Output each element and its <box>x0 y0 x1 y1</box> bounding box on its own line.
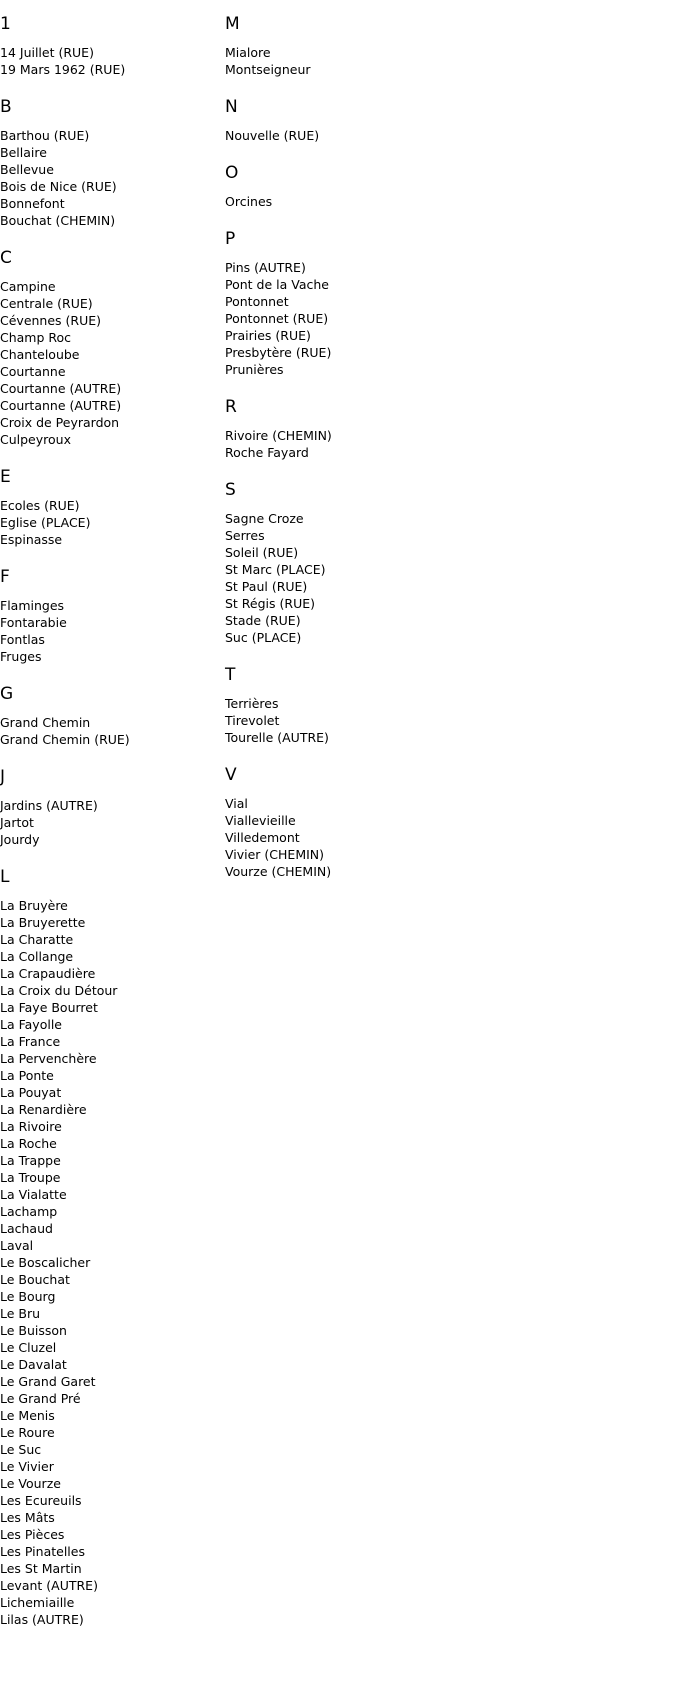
street-link[interactable]: Orcines <box>225 194 273 209</box>
street-link[interactable]: 19 Mars 1962 (RUE) <box>0 62 126 77</box>
street-link[interactable]: La Renardière <box>0 1102 87 1117</box>
street-link[interactable]: La Pervenchère <box>0 1051 97 1066</box>
street-list <box>0 127 215 229</box>
street-list <box>0 897 215 1628</box>
street-link[interactable]: Chanteloube <box>0 347 80 362</box>
letter-heading: G <box>0 684 14 704</box>
street-list <box>225 695 440 746</box>
street-link[interactable]: 14 Juillet (RUE) <box>0 45 94 60</box>
letter-section <box>225 765 440 880</box>
street-link[interactable]: Bellaire <box>0 145 47 160</box>
street-list <box>225 44 440 78</box>
letter-heading: F <box>0 567 10 587</box>
street-link[interactable]: La Fayolle <box>0 1017 62 1032</box>
letter-section <box>225 163 440 210</box>
street-link[interactable]: Courtanne (AUTRE) <box>0 398 122 413</box>
street-link[interactable]: Eglise (PLACE) <box>0 515 91 530</box>
street-list <box>0 497 215 548</box>
street-link[interactable]: St Marc (PLACE) <box>225 562 326 577</box>
street-list <box>0 597 215 665</box>
letter-heading: S <box>225 480 236 500</box>
street-link[interactable]: Bois de Nice (RUE) <box>0 179 117 194</box>
street-link[interactable]: Soleil (RUE) <box>225 545 299 560</box>
street-link[interactable]: Le Cluzel <box>0 1340 57 1355</box>
street-link[interactable]: Le Vivier <box>0 1459 54 1474</box>
street-link[interactable]: Lachamp <box>0 1204 58 1219</box>
street-link[interactable]: Grand Chemin <box>0 715 91 730</box>
letter-section <box>225 397 440 461</box>
street-link[interactable]: Pins (AUTRE) <box>225 260 306 275</box>
letter-section <box>0 97 215 229</box>
street-list <box>0 797 215 848</box>
street-list <box>225 795 440 880</box>
street-link[interactable]: La Pouyat <box>0 1085 62 1100</box>
street-link[interactable]: La Charatte <box>0 932 74 947</box>
street-link[interactable]: Vourze (CHEMIN) <box>225 864 332 879</box>
street-link[interactable]: Campine <box>0 279 56 294</box>
street-link[interactable]: Prunières <box>225 362 284 377</box>
letter-section <box>0 567 215 665</box>
street-link[interactable]: Lachaud <box>0 1221 53 1236</box>
street-link[interactable]: Le Roure <box>0 1425 55 1440</box>
street-link[interactable]: Centrale (RUE) <box>0 296 93 311</box>
street-link[interactable]: Grand Chemin (RUE) <box>0 732 130 747</box>
street-link[interactable]: Lilas (AUTRE) <box>0 1612 84 1627</box>
letter-heading: V <box>225 765 237 785</box>
letter-heading: O <box>225 163 239 183</box>
street-link[interactable]: Lichemiaille <box>0 1595 75 1610</box>
street-link[interactable]: Vivier (CHEMIN) <box>225 847 325 862</box>
street-link[interactable]: Mialore <box>225 45 271 60</box>
street-link[interactable]: St Paul (RUE) <box>225 579 308 594</box>
street-link[interactable]: Courtanne <box>0 364 66 379</box>
street-link[interactable]: Villedemont <box>225 830 300 845</box>
street-list <box>225 259 440 378</box>
street-link[interactable]: La Bruyerette <box>0 915 86 930</box>
street-link[interactable]: Flaminges <box>0 598 65 613</box>
street-link[interactable]: Pontonnet <box>225 294 289 309</box>
street-link[interactable]: Croix de Peyrardon <box>0 415 120 430</box>
street-link[interactable]: Le Vourze <box>0 1476 61 1491</box>
street-link[interactable]: Vial <box>225 796 248 811</box>
street-link[interactable]: Bonnefont <box>0 196 65 211</box>
street-link[interactable]: Cévennes (RUE) <box>0 313 102 328</box>
letter-section <box>225 97 440 144</box>
street-link[interactable]: Suc (PLACE) <box>225 630 302 645</box>
letter-heading: N <box>225 97 238 117</box>
letter-heading: R <box>225 397 237 417</box>
street-link[interactable]: Le Buisson <box>0 1323 67 1338</box>
street-link[interactable]: La Ponte <box>0 1068 54 1083</box>
street-link[interactable]: La Faye Bourret <box>0 1000 98 1015</box>
street-list <box>0 714 215 748</box>
street-link[interactable]: Barthou (RUE) <box>0 128 90 143</box>
street-link[interactable]: Levant (AUTRE) <box>0 1578 98 1593</box>
street-link[interactable]: Serres <box>225 528 265 543</box>
street-link[interactable]: Ecoles (RUE) <box>0 498 80 513</box>
letter-section <box>0 684 215 748</box>
street-link[interactable]: Bouchat (CHEMIN) <box>0 213 116 228</box>
street-link[interactable]: Fontlas <box>0 632 45 647</box>
street-link[interactable]: Bellevue <box>0 162 54 177</box>
street-list <box>225 127 440 144</box>
street-list <box>225 510 440 646</box>
street-index-right-column <box>225 0 440 899</box>
street-link[interactable]: Les St Martin <box>0 1561 82 1576</box>
street-link[interactable]: Les Ecureuils <box>0 1493 82 1508</box>
letter-section <box>0 14 215 78</box>
letter-section <box>0 767 215 848</box>
street-link[interactable]: Courtanne (AUTRE) <box>0 381 122 396</box>
street-link[interactable]: Le Grand Garet <box>0 1374 96 1389</box>
street-link[interactable]: Viallevieille <box>225 813 296 828</box>
street-link[interactable]: Le Grand Pré <box>0 1391 81 1406</box>
street-link[interactable]: La Bruyère <box>0 898 68 913</box>
street-link[interactable]: Sagne Croze <box>225 511 304 526</box>
letter-section <box>0 248 215 448</box>
street-list <box>0 278 215 448</box>
street-link[interactable]: St Régis (RUE) <box>225 596 316 611</box>
letter-heading: M <box>225 14 240 34</box>
street-link[interactable]: Laval <box>0 1238 34 1253</box>
street-link[interactable]: Culpeyroux <box>0 432 71 447</box>
street-link[interactable]: Tourelle (AUTRE) <box>225 730 329 745</box>
letter-heading: C <box>0 248 12 268</box>
street-link[interactable]: Tirevolet <box>225 713 280 728</box>
street-link[interactable]: Pont de la Vache <box>225 277 329 292</box>
street-link[interactable]: Jardins (AUTRE) <box>0 798 98 813</box>
street-link[interactable]: La Troupe <box>0 1170 61 1185</box>
street-link[interactable]: Espinasse <box>0 532 63 547</box>
street-link[interactable]: Rivoire (CHEMIN) <box>225 428 332 443</box>
street-list <box>225 427 440 461</box>
street-link[interactable]: Jourdy <box>0 832 40 847</box>
letter-section <box>225 665 440 746</box>
letter-heading: B <box>0 97 12 117</box>
street-link[interactable]: Le Bouchat <box>0 1272 70 1287</box>
street-link[interactable]: La Trappe <box>0 1153 61 1168</box>
street-list <box>0 44 215 78</box>
street-link[interactable]: Montseigneur <box>225 62 311 77</box>
street-link[interactable]: Stade (RUE) <box>225 613 301 628</box>
street-link[interactable]: La Rivoire <box>0 1119 62 1134</box>
street-link[interactable]: Fruges <box>0 649 42 664</box>
street-link[interactable]: La Croix du Détour <box>0 983 118 998</box>
letter-heading: J <box>0 767 6 787</box>
letter-heading: E <box>0 467 11 487</box>
street-link[interactable]: Les Mâts <box>0 1510 55 1525</box>
street-link[interactable]: Le Bourg <box>0 1289 56 1304</box>
letter-section <box>0 467 215 548</box>
street-link[interactable]: Fontarabie <box>0 615 67 630</box>
street-list <box>225 193 440 210</box>
street-link[interactable]: Nouvelle (RUE) <box>225 128 320 143</box>
street-link[interactable]: La Crapaudière <box>0 966 96 981</box>
letter-heading: T <box>225 665 236 685</box>
street-link[interactable]: Champ Roc <box>0 330 72 345</box>
street-link[interactable]: Les Pinatelles <box>0 1544 85 1559</box>
letter-section <box>225 229 440 378</box>
street-link[interactable]: Le Boscalicher <box>0 1255 91 1270</box>
street-link[interactable]: La France <box>0 1034 61 1049</box>
street-index-left-column <box>0 0 215 1647</box>
letter-section <box>225 480 440 646</box>
letter-section <box>225 14 440 78</box>
letter-heading: 1 <box>0 14 11 34</box>
street-link[interactable]: Les Pièces <box>0 1527 65 1542</box>
letter-heading: P <box>225 229 236 249</box>
street-link[interactable]: Le Menis <box>0 1408 55 1423</box>
street-link[interactable]: La Roche <box>0 1136 57 1151</box>
street-link[interactable]: La Vialatte <box>0 1187 67 1202</box>
street-link[interactable]: Terrières <box>225 696 279 711</box>
street-link[interactable]: Roche Fayard <box>225 445 309 460</box>
street-link[interactable]: Presbytère (RUE) <box>225 345 332 360</box>
street-link[interactable]: Le Suc <box>0 1442 42 1457</box>
street-link[interactable]: Le Bru <box>0 1306 41 1321</box>
street-link[interactable]: Jartot <box>0 815 34 830</box>
letter-section <box>0 867 215 1628</box>
street-link[interactable]: Prairies (RUE) <box>225 328 311 343</box>
street-link[interactable]: Le Davalat <box>0 1357 67 1372</box>
street-link[interactable]: La Collange <box>0 949 74 964</box>
street-link[interactable]: Pontonnet (RUE) <box>225 311 329 326</box>
letter-heading: L <box>0 867 10 887</box>
